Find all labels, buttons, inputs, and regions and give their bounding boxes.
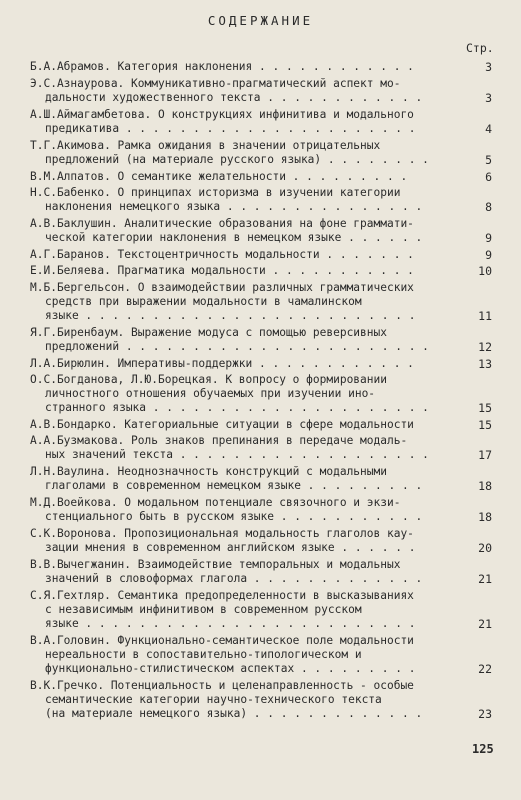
toc-entry [30, 217, 490, 245]
toc-entry-line: семантические категории научно-технического текста [45, 693, 382, 706]
toc-entry-line: ческой категории наклонения в немецком языке . . . . . . [45, 231, 423, 244]
toc-entry [30, 418, 490, 432]
toc-entry-line: дальности художественного текста . . . . . . . . . . . . [45, 91, 423, 104]
toc-page-number: 9 [485, 248, 492, 262]
toc-entry [30, 60, 490, 74]
toc-entry-line: языке . . . . . . . . . . . . . . . . . . . . . . . . . [45, 309, 416, 322]
toc-entry-line: А.В.Бондарко. Категориальные ситуации в сфере модальности [30, 418, 414, 431]
toc-entry-line: предложений (на материале русского языка) . . . . . . . . [45, 153, 429, 166]
toc-entry-line: предикатива . . . . . . . . . . . . . . . . . . . . . . [45, 122, 416, 135]
toc-entry-line: В.В.Вычегжанин. Взаимодействие темпоральных и модальных [30, 558, 401, 571]
toc-entry-line: глаголами в современном немецком языке . . . . . . . . . [45, 479, 423, 492]
toc-entry-line: языке . . . . . . . . . . . . . . . . . . . . . . . . . [45, 617, 416, 630]
toc-page-number: 15 [478, 418, 492, 432]
toc-page-number: 15 [478, 401, 492, 415]
toc-entry [30, 634, 490, 676]
toc-entry-line: средств при выражении модальности в чамалинском [45, 295, 362, 308]
toc-entry [30, 248, 490, 262]
toc-entry-line: А.Ш.Аймагамбетова. О конструкциях инфинитива и модального [30, 108, 414, 121]
toc-entry [30, 281, 490, 323]
toc-entry-line: Э.С.Азнаурова. Коммуникативно-прагматический аспект мо- [30, 77, 401, 90]
toc-page-number: 3 [485, 60, 492, 74]
toc-entry-line: функционально-стилистическом аспектах . . . . . . . . . [45, 662, 416, 675]
toc-entry-line: М.Д.Воейкова. О модальном потенциале связочного и экзи- [30, 496, 401, 509]
folio-number: 125 [472, 742, 494, 756]
toc-page-number: 21 [478, 617, 492, 631]
toc-entry-line: наклонения немецкого языка . . . . . . . . . . . . . . . [45, 200, 423, 213]
toc-entry [30, 264, 490, 278]
toc-entry-line: предложений . . . . . . . . . . . . . . . . . . . . . . . [45, 340, 429, 353]
toc-entry-line: нереальности в сопоставительно-типологическом и [45, 648, 362, 661]
toc-entry [30, 558, 490, 586]
toc-entry [30, 186, 490, 214]
toc-entry [30, 357, 490, 371]
toc-entry-line: с независимым инфинитивом в современном русском [45, 603, 362, 616]
toc-page-number: 10 [478, 264, 492, 278]
toc-page-number: 6 [485, 170, 492, 184]
toc-entry-line: (на материале немецкого языка) . . . . . . . . . . . . . [45, 707, 423, 720]
toc-entry [30, 527, 490, 555]
toc-page-number: 3 [485, 91, 492, 105]
toc-page-number: 12 [478, 340, 492, 354]
toc-entry [30, 108, 490, 136]
toc-entry [30, 373, 490, 415]
toc-entry-line: В.А.Головин. Функционально-семантическое поле модальности [30, 634, 414, 647]
page-title: СОДЕРЖАНИЕ [207, 13, 314, 28]
toc-entry-line: А.А.Бузмакова. Роль знаков препинания в передаче модаль- [30, 434, 408, 447]
toc-entry-line: С.Я.Гехтляр. Семантика предопределенности в высказываниях [30, 589, 414, 602]
toc-page-number: 13 [478, 357, 492, 371]
toc-page-number: 20 [478, 541, 492, 555]
toc-page-number: 17 [478, 448, 492, 462]
toc-entry [30, 139, 490, 167]
toc-page-number: 18 [478, 479, 492, 493]
toc-entry-line: Я.Г.Биренбаум. Выражение модуса с помощью реверсивных [30, 326, 387, 339]
toc-entry-line: О.С.Богданова, Л.Ю.Борецкая. К вопросу о формировании [30, 373, 387, 386]
toc-entry [30, 496, 490, 524]
toc-entry-line: М.Б.Бергельсон. О взаимодействии различных грамматических [30, 281, 414, 294]
toc-page-number: 23 [478, 707, 492, 721]
toc-entry [30, 434, 490, 462]
toc-entry-line: Б.А.Абрамов. Категория наклонения . . . . . . . . . . . . [30, 60, 414, 73]
toc-page-number: 21 [478, 572, 492, 586]
toc-entry [30, 170, 490, 184]
toc-entry-line: Н.С.Бабенко. О принципах историзма в изучении категории [30, 186, 401, 199]
toc-page-number: 22 [478, 662, 492, 676]
toc-entry-line: стенциального быть в русском языке . . . . . . . . . . . [45, 510, 423, 523]
toc-entry [30, 589, 490, 631]
toc-entry-line: Е.И.Беляева. Прагматика модальности . . . . . . . . . . . [30, 264, 414, 277]
toc-entry [30, 326, 490, 354]
toc-entry-line: зации мнения в современном английском языке . . . . . . [45, 541, 416, 554]
toc-entry-line: Т.Г.Акимова. Рамка ожидания в значении отрицательных [30, 139, 381, 152]
toc-entry-line: С.К.Воронова. Пропозициональная модальность глаголов кау- [30, 527, 414, 540]
toc-entry [30, 465, 490, 493]
toc-entry-line: А.В.Баклушин. Аналитические образования на фоне граммати- [30, 217, 414, 230]
toc-page-number: 9 [485, 231, 492, 245]
toc-entry-line: А.Г.Баранов. Текстоцентричность модальности . . . . . . . [30, 248, 414, 261]
toc-entry-line: личностного отношения обучаемых при изучении ино- [45, 387, 376, 400]
page-column-label: Стр. [466, 41, 494, 55]
toc-page-number: 4 [485, 122, 492, 136]
toc-entry-line: Л.Н.Ваулина. Неоднозначность конструкций с модальными [30, 465, 387, 478]
toc-entry [30, 77, 490, 105]
toc-page-number: 11 [478, 309, 492, 323]
toc-entry-line: В.К.Гречко. Потенциальность и целенаправленность - особые [30, 679, 414, 692]
toc-entry-line: В.М.Алпатов. О семантике желательности . . . . . . . . . [30, 170, 408, 183]
toc-page-number: 18 [478, 510, 492, 524]
toc-entry-line: Л.А.Бирюлин. Императивы-поддержки . . . . . . . . . . . . [30, 357, 414, 370]
toc-entry-line: ных значений текста . . . . . . . . . . . . . . . . . . . [45, 448, 429, 461]
toc-page-number: 5 [485, 153, 492, 167]
toc-entry-line: значений в словоформах глагола . . . . . . . . . . . . . [45, 572, 423, 585]
toc-entry-line: странного языка . . . . . . . . . . . . . . . . . . . . . [45, 401, 429, 414]
toc-page-number: 8 [485, 200, 492, 214]
toc-entry [30, 679, 490, 721]
